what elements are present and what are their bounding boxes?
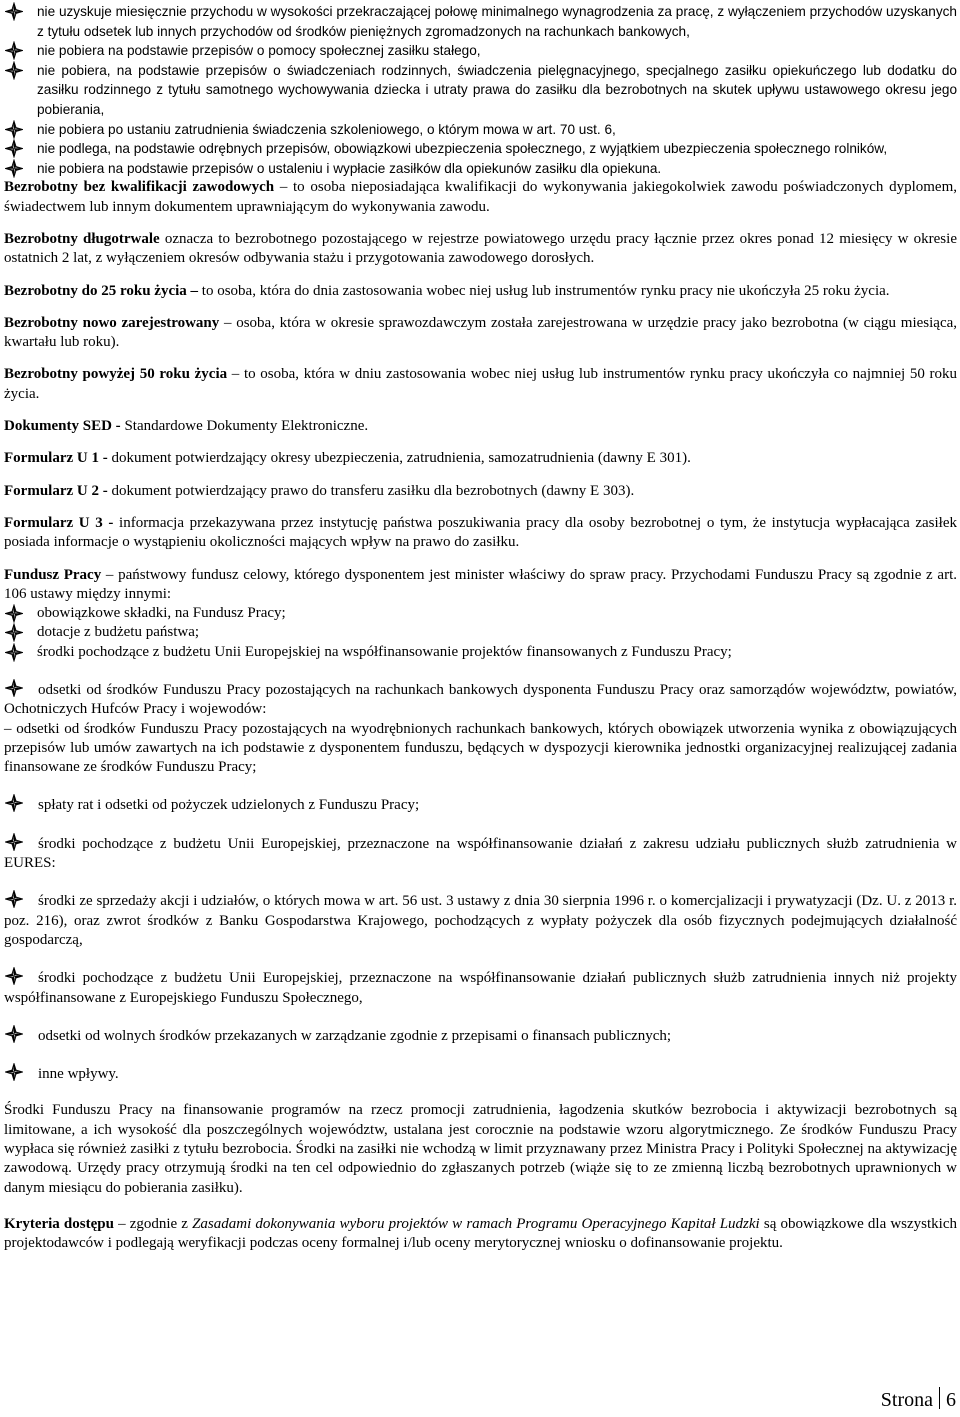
list-item	[4, 623, 957, 642]
document-page	[4, 2, 957, 1254]
definition-paragraph	[4, 314, 957, 353]
definition-text: dokument potwierdzający prawo do transferu zasiłku dla bezrobotnych (dawny E 303).	[107, 482, 635, 499]
definition-term: Formularz U 2 -	[4, 482, 108, 499]
definition-text: to osoba, która do dnia zastosowania wobec niej usług lub instrumentów rynku pracy nie ukończyła 25 roku życia.	[198, 282, 890, 299]
four-diamond-bullet-icon	[5, 159, 23, 178]
criteria-post: są obowiązkowe dla wszystkich projektodawców i podlegają weryfikacji podczas oceny formalnej i/lub oceny merytorycznej wniosku o dofinansowanie projektu.	[4, 1215, 958, 1252]
definition-paragraph	[4, 178, 957, 217]
definition-paragraph	[4, 514, 957, 553]
definition-paragraph	[4, 365, 957, 404]
list-item	[4, 794, 957, 815]
list-item-text: nie pobiera na podstawie przepisów o pomocy społecznej zasiłku stałego,	[37, 43, 481, 59]
list-item-text: spłaty rat i odsetki od pożyczek udzielonych z Funduszu Pracy;	[38, 797, 420, 814]
definition-text: oznacza to bezrobotnego pozostającego w rejestrze powiatowego urzędu pracy łącznie przez okres ponad 12 miesięcy w okresie ostatnich 2 lat, z wyłączeniem okresów odbywania stażu i przygotowania zawodowego dorosłych.	[4, 230, 957, 267]
criteria-paragraph	[4, 1215, 957, 1254]
four-diamond-bullet-icon	[5, 41, 23, 60]
definition-term: Bezrobotny długotrwale	[4, 230, 160, 247]
list-item	[4, 679, 957, 720]
list-item-text: środki pochodzące z budżetu Unii Europejskiej na współfinansowanie projektów finansowanych z Funduszu Pracy;	[37, 643, 732, 660]
list-item	[4, 967, 957, 1008]
four-diamond-bullet-icon	[5, 604, 23, 623]
four-diamond-bullet-icon	[5, 1025, 23, 1043]
list-item-text: nie pobiera na podstawie przepisów o ustaleniu i wypłacie zasiłków dla opiekunów zasiłku dla opiekuna.	[37, 160, 662, 176]
list-item-text: środki pochodzące z budżetu Unii Europejskiej, przeznaczone na współfinansowanie działań publicznych służb zatrudnienia innych niż projekty współfinansowane z Europejskiego Funduszu Społecznego,	[4, 970, 957, 1006]
closing-paragraph: Środki Funduszu Pracy na finansowanie programów na rzecz promocji zatrudnienia, łagodzenia skutków bezrobocia i aktywizacji bezrobotnych są limitowane, a ich wysokość dla poszczególnych województw, ustalana jest corocznie na podstawie wzoru algorytmicznego. Ze środków Funduszu Pracy wypłaca się również zasiłki z tytułu bezrobocia. Środki na zasiłki nie wchodzą w limit przyznawany przez Ministra Pracy i Polityki Społecznej na aktywizację zawodową. Urzędy pracy otrzymują środki na ten cel odpowiednio do zgłaszanych potrzeb (wiąże się to ze zmienną liczbą bezrobotnych uprawnionych w danym miesiącu do pobierania zasiłku).	[4, 1102, 957, 1196]
definition-paragraph	[4, 282, 957, 301]
definition-paragraph	[4, 482, 957, 501]
list-item	[4, 604, 957, 623]
list-item-text: odsetki od środków Funduszu Pracy pozostających na rachunkach bankowych dysponenta Funduszu Pracy oraz samorządów województw, powiatów, Ochotniczych Hufców Pracy i wojewodów:	[4, 681, 957, 718]
list-item	[4, 833, 957, 874]
definition-paragraph	[4, 230, 957, 269]
list-item-text: środki ze sprzedaży akcji i udziałów, o których mowa w art. 56 ust. 3 ustawy z dnia 30 sierpnia 1996 r. o komercjalizacji i prywatyzacji (Dz. U. z 2013 r. poz. 216), oraz zwrot środków z Banku Gospodarstwa Krajowego, pochodzących z wypłaty pożyczek dla osób fizycznych podejmujących działalność gospodarczą,	[4, 893, 957, 948]
definition-term: Fundusz Pracy	[4, 566, 102, 583]
four-diamond-bullet-icon	[5, 139, 23, 158]
list-item	[4, 643, 957, 662]
definition-text: – osoba, która w okresie sprawozdawczym została zarejestrowana w urzędzie pracy jako bezrobotna (w ciągu miesiąca, kwartału lub roku).	[4, 314, 958, 351]
definition-paragraph	[4, 417, 957, 436]
list-item-text: inne wpływy.	[38, 1066, 119, 1083]
page-footer	[881, 1387, 956, 1412]
list-item	[4, 2, 957, 41]
page-label: Strona	[880, 1389, 933, 1411]
four-diamond-bullet-icon	[5, 794, 23, 812]
four-diamond-bullet-icon	[5, 643, 23, 662]
list-item	[4, 61, 957, 120]
definition-term: Formularz U 1 -	[4, 450, 108, 467]
four-diamond-bullet-icon	[5, 679, 23, 697]
list-item	[4, 120, 957, 140]
list-item-text: dotacje z budżetu państwa;	[37, 624, 200, 641]
list-item-text: nie uzyskuje miesięcznie przychodu w wysokości przekraczającej połowę minimalnego wynagrodzenia za pracę, z wyłączeniem przychodów uzyskanych z tytułu odsetek lub innych przychodów od środków pieniężnych zgromadzonych na rachunkach bankowych,	[37, 4, 957, 39]
list-item-text: nie pobiera po ustaniu zatrudnienia świadczenia szkoleniowego, o którym mowa w art. 70 ust. 6,	[37, 121, 616, 137]
list-item	[4, 1025, 957, 1046]
criteria-pre: – zgodnie z	[113, 1215, 193, 1232]
definition-term: Formularz U 3 -	[4, 514, 114, 531]
dash-list-item: – odsetki od środków Funduszu Pracy pozostających na wyodrębnionych rachunkach bankowych, których obowiązek utworzenia wynika z obowiązujących przepisów lub umów zawartych na ich podstawie z dysponentem funduszu, będących w dyspozycji kierownika jednostki organizacyjnej realizującej zadania finansowane ze środków Funduszu Pracy;	[4, 720, 957, 776]
definition-paragraph	[4, 449, 957, 468]
list-item-text: nie podlega, na podstawie odrębnych przepisów, obowiązkowi ubezpieczenia społecznego, z wyjątkiem ubezpieczenia społecznego rolników,	[37, 141, 888, 157]
definition-term: Bezrobotny nowo zarejestrowany	[4, 314, 220, 331]
four-diamond-bullet-icon	[5, 833, 23, 851]
list-item	[4, 1063, 957, 1084]
four-diamond-bullet-icon	[5, 1063, 23, 1081]
four-diamond-bullet-icon	[5, 120, 23, 139]
definition-text: dokument potwierdzający okresy ubezpieczenia, zatrudnienia, samozatrudnienia (dawny E 301).	[107, 450, 691, 467]
definition-term: Bezrobotny bez kwalifikacji zawodowych	[4, 179, 275, 196]
footer-divider	[939, 1387, 940, 1409]
four-diamond-bullet-icon	[5, 623, 23, 642]
list-item	[4, 41, 957, 61]
definition-term: Dokumenty SED -	[4, 418, 121, 435]
definition-text: – państwowy fundusz celowy, którego dysponentem jest minister właściwy do spraw pracy. Przychodami Funduszu Pracy są zgodnie z art. 106 ustawy między innymi:	[4, 566, 957, 602]
page-number: 6	[946, 1389, 956, 1411]
definition-term: Bezrobotny powyżej 50 roku życia	[4, 366, 228, 383]
criteria-term: Kryteria dostępu	[4, 1215, 114, 1232]
definition-text: Standardowe Dokumenty Elektroniczne.	[120, 418, 369, 435]
list-item-text: nie pobiera, na podstawie przepisów o świadczeniach rodzinnych, świadczenia pielęgnacyjnego, specjalnego zasiłku opiekuńczego lub dodatku do zasiłku rodzinnego z tytułu samotnego wychowywania dziecka i utraty prawa do zasiłku dla bezrobotnych na skutek upływu ustawowego okresu jego pobierania,	[37, 62, 957, 117]
list-item-text: odsetki od wolnych środków przekazanych w zarządzanie zgodnie z przepisami o finansach publicznych;	[38, 1027, 672, 1044]
list-item	[4, 139, 957, 159]
list-item	[4, 159, 957, 179]
four-diamond-bullet-icon	[5, 890, 23, 908]
list-item-text: obowiązkowe składki, na Fundusz Pracy;	[37, 605, 286, 622]
four-diamond-bullet-icon	[5, 2, 23, 21]
definition-paragraph	[4, 566, 957, 605]
four-diamond-bullet-icon	[5, 967, 23, 985]
definition-term: Bezrobotny do 25 roku życia –	[4, 282, 199, 299]
four-diamond-bullet-icon	[5, 61, 23, 80]
list-item	[4, 890, 957, 950]
list-item-text: środki pochodzące z budżetu Unii Europejskiej, przeznaczone na współfinansowanie działań z zakresu udziału publicznych służb zatrudnienia w EURES:	[4, 835, 957, 872]
definition-text: – to osoba nieposiadająca kwalifikacji do wykonywania jakiegokolwiek zawodu poświadczonych dyplomem, świadectwem lub innym dokumentem uprawniającym do wykonywania zawodu.	[4, 179, 957, 215]
definition-text: – to osoba, która w dniu zastosowania wobec niej usług lub instrumentów rynku pracy ukończyła co najmniej 50 roku życia.	[4, 366, 957, 402]
definition-text: informacja przekazywana przez instytucję państwa poszukiwania pracy dla osoby bezrobotnej o tym, że instytucja wypłacająca zasiłek posiada informacje o wystąpieniu okoliczności mających wpływ na prawo do zasiłku.	[4, 514, 958, 551]
criteria-italic: Zasadami dokonywania wyboru projektów w ramach Programu Operacyjnego Kapitał Ludzki	[192, 1215, 760, 1232]
